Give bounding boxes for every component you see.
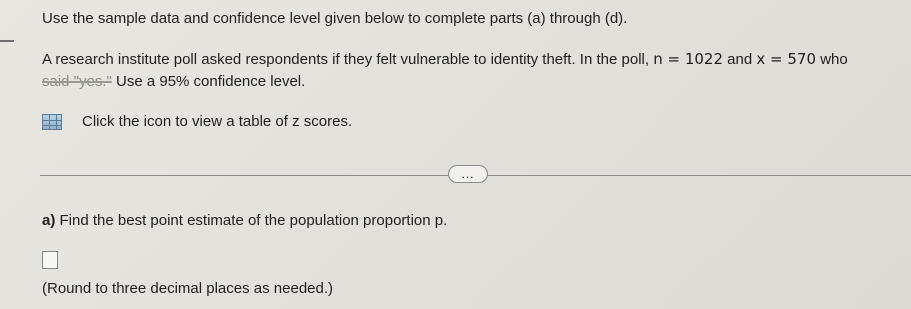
n-symbol: n bbox=[653, 50, 663, 68]
confidence-level-text: Use a 95% confidence level. bbox=[111, 73, 306, 90]
rounding-instruction: (Round to three decimal places as needed.) bbox=[42, 280, 334, 297]
z-table-link-row[interactable] bbox=[42, 111, 352, 133]
x-symbol: x bbox=[756, 50, 766, 68]
x-value: 570 bbox=[787, 50, 817, 68]
and-text: and bbox=[723, 51, 757, 68]
part-a-text: Find the best point estimate of the population proportion p. bbox=[55, 212, 448, 229]
said-yes-text: said "yes." bbox=[42, 73, 112, 90]
point-estimate-input[interactable] bbox=[42, 251, 58, 269]
part-a-label: a) bbox=[42, 212, 56, 229]
instructions-text: Use the sample data and confidence level given below to complete parts (a) through (d). bbox=[42, 10, 628, 27]
table-icon[interactable] bbox=[42, 114, 62, 130]
z-table-link-text[interactable]: Click the icon to view a table of z scores. bbox=[82, 113, 353, 130]
who-text: who bbox=[816, 51, 848, 68]
problem-statement bbox=[42, 48, 902, 93]
x-equals-sign: = bbox=[765, 50, 788, 68]
page-edge-mark bbox=[0, 40, 14, 42]
problem-sentence-start: A research institute poll asked respondents if they felt vulnerable to identity theft. In the poll, bbox=[42, 51, 654, 68]
n-value: 1022 bbox=[684, 50, 724, 68]
more-button[interactable]: ... bbox=[448, 165, 488, 183]
n-equals-sign: = bbox=[662, 50, 685, 68]
part-a-question bbox=[42, 212, 447, 230]
